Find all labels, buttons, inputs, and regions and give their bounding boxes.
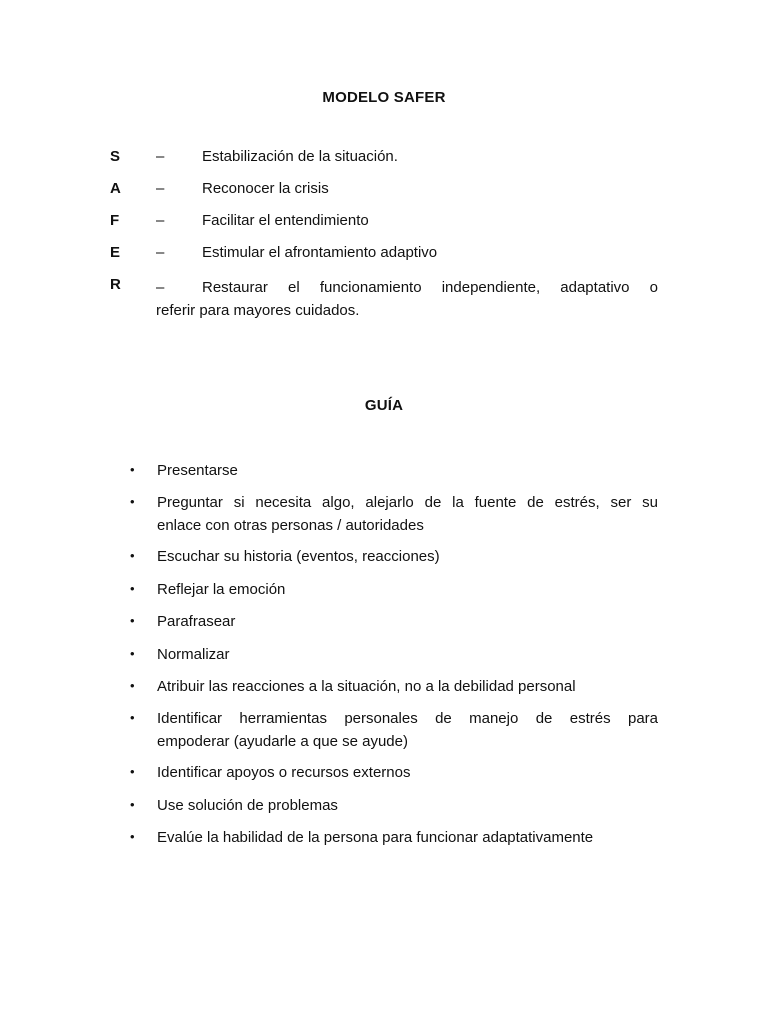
- safer-row-e: [110, 244, 658, 266]
- list-item: [130, 491, 658, 537]
- safer-dash: –: [156, 212, 165, 229]
- bullet-icon: •: [130, 764, 135, 779]
- list-item-text: [157, 491, 658, 537]
- safer-text-multiline: [156, 276, 658, 322]
- safer-letter: R: [110, 276, 121, 293]
- safer-row-s: [110, 148, 658, 170]
- list-item-text: Identificar apoyos o recursos externos: [157, 764, 411, 781]
- safer-text: Estimular el afrontamiento adaptivo: [202, 244, 438, 261]
- list-item-text: Normalizar: [157, 646, 230, 663]
- safer-letter: A: [110, 180, 121, 197]
- list-item-text-line1: Identificar herramientas personales de manejo de estrés para: [157, 710, 658, 727]
- list-item-text: Use solución de problemas: [157, 797, 338, 814]
- list-item-text-line2: enlace con otras personas / autoridades: [157, 517, 424, 534]
- safer-row-r: [110, 276, 658, 322]
- safer-text-line1: Restaurar el funcionamiento independiente, adaptativo o: [202, 279, 658, 296]
- safer-row-a: [110, 180, 658, 202]
- bullet-icon: •: [130, 829, 135, 844]
- bullet-icon: •: [130, 548, 135, 563]
- safer-dash: –: [156, 180, 165, 197]
- list-item-text: [157, 707, 658, 753]
- safer-dash: –: [156, 244, 165, 261]
- bullet-icon: •: [130, 462, 135, 477]
- list-item-text: Atribuir las reacciones a la situación, no a la debilidad personal: [157, 678, 576, 695]
- safer-dash: –: [156, 279, 165, 296]
- safer-letter: S: [110, 148, 121, 165]
- bullet-icon: •: [130, 581, 135, 596]
- list-item-text: Escuchar su historia (eventos, reacciones): [157, 548, 440, 565]
- guia-title: GUÍA: [364, 397, 404, 414]
- list-item-text: Reflejar la emoción: [157, 581, 286, 598]
- bullet-icon: •: [130, 797, 135, 812]
- safer-letter: F: [110, 212, 120, 229]
- list-item-text: Presentarse: [157, 462, 238, 479]
- safer-text-line2: referir para mayores cuidados.: [156, 302, 360, 319]
- safer-text: Reconocer la crisis: [202, 180, 329, 197]
- bullet-icon: •: [130, 494, 135, 509]
- list-item: [130, 707, 658, 753]
- bullet-icon: •: [130, 646, 135, 661]
- safer-text: Estabilización de la situación.: [202, 148, 398, 165]
- list-item-text-line1: Preguntar si necesita algo, alejarlo de la fuente de estrés, ser su: [157, 494, 658, 511]
- list-item-text: Parafrasear: [157, 613, 236, 630]
- bullet-icon: •: [130, 678, 135, 693]
- list-item-text-line2: empoderar (ayudarle a que se ayude): [157, 733, 408, 750]
- safer-dash: –: [156, 148, 165, 165]
- safer-title: MODELO SAFER: [322, 89, 446, 106]
- list-item-text: Evalúe la habilidad de la persona para funcionar adaptativamente: [157, 829, 594, 846]
- bullet-icon: •: [130, 710, 135, 725]
- safer-row-f: [110, 212, 658, 234]
- safer-text: Facilitar el entendimiento: [202, 212, 369, 229]
- bullet-icon: •: [130, 613, 135, 628]
- safer-letter: E: [110, 244, 121, 261]
